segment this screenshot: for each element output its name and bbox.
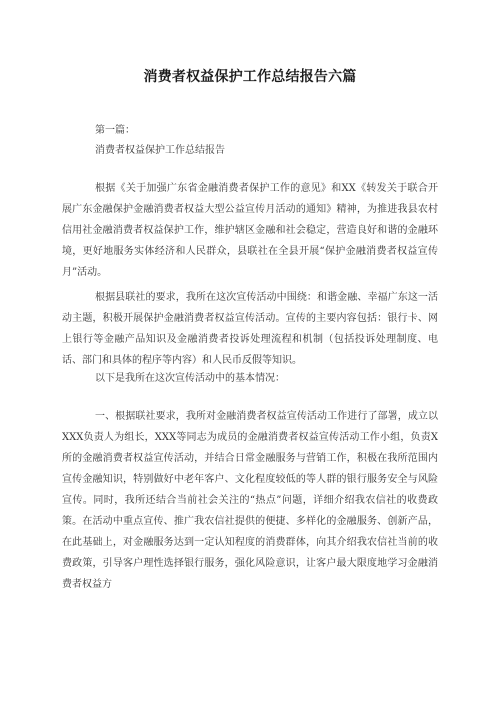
- document-title: 消费者权益保护工作总结报告六篇: [143, 69, 357, 85]
- paragraph-2: 根据县联社的要求，我所在这次宣传活动中围绕：和谐金融、幸福广东这一活动主题，积极开展保护金融消费者权益宣传活动。宣传的主要内容包括：银行卡、网上银行等金融产品知识及金融消费者投诉处理流程和机制（包括投诉处理制度、电话、部门和具体的程序等内容）和人民币反假等知识。: [62, 292, 438, 366]
- paragraph-3: 以下是我所在这次宣传活动中的基本情况：: [95, 373, 285, 384]
- section-label: 第一篇：: [95, 125, 135, 136]
- paragraph-1: 根据《关于加强广东省金融消费者保护工作的意见》和XX《转发关于联合开展广东金融保护金融消费者权益大型公益宣传月活动的通知》精神，为推进我县农村信用社金融消费者权益保护工作，维护辖区金融和社会稳定，营造良好和谐的金融环境，更好地服务实体经济和人民群众，县联社在全县开展“保护金融消费者权益宣传月”活动。: [62, 183, 438, 278]
- paragraph-4: 一、根据联社要求，我所对金融消费者权益宣传活动工作进行了部署，成立以XXX负责人为组长，XXX等同志为成员的金融消费者权益宣传活动工作小组，负责X所的金融消费者权益宣传活动，并结合日常金融服务与营销工作，积极在我所范围内宣传金融知识，特别做好中老年客户、文化程度较低的等人群的银行服务安全与风险宣传。同时，我所还结合当前社会关注的“热点”问题，详细介绍我农信社的收费政策。在活动中重点宣传、推广我农信社提供的便捷、多样化的金融服务、创新产品，在此基础上，对金融服务达到一定认知程度的消费群体，向其介绍我农信社当前的收费政策，引导客户理性选择银行服务，强化风险意识，让客户最大限度地学习金融消费者权益方: [62, 411, 438, 590]
- section-title: 消费者权益保护工作总结报告: [95, 145, 225, 156]
